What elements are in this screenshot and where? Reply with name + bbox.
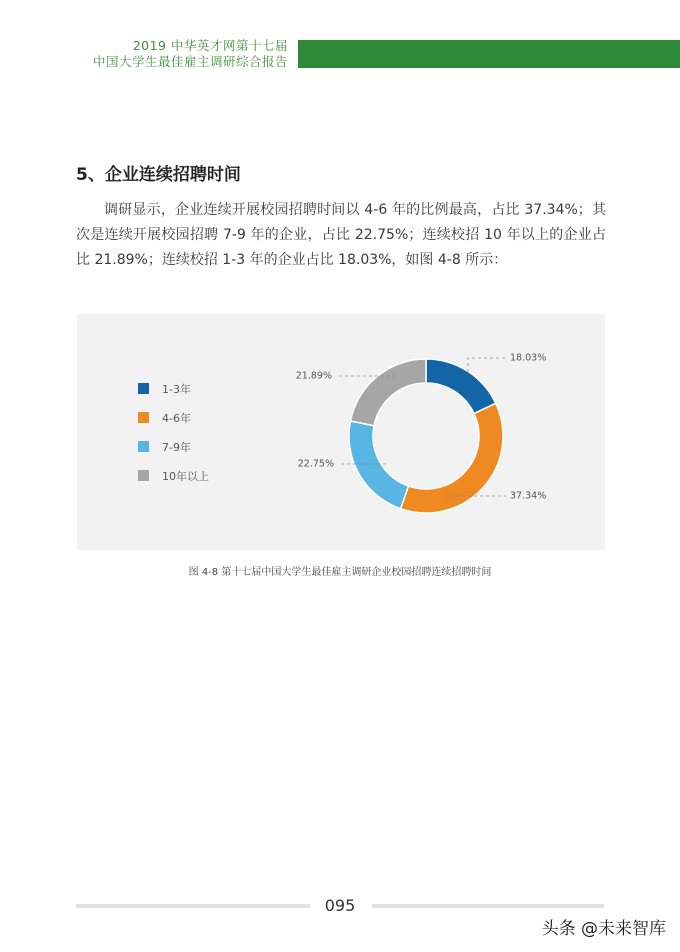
leader-line [468, 358, 506, 372]
legend-label: 7-9年 [162, 440, 191, 454]
watermark: 头条 @未来智库 [541, 919, 666, 939]
legend-label: 10年以上 [162, 469, 209, 483]
legend-label: 1-3年 [162, 382, 191, 396]
data-label: 18.03% [510, 352, 547, 364]
legend-label: 4-6年 [162, 411, 191, 425]
donut-slice [401, 403, 503, 513]
header-line-2: 中国大学生最佳雇主调研综合报告 [92, 54, 288, 69]
data-label: 22.75% [297, 458, 334, 470]
data-label: 37.34% [510, 490, 547, 502]
donut-slice [350, 359, 426, 426]
page-number: 095 [324, 896, 356, 915]
body-paragraph: 调研显示，企业连续开展校园招聘时间以 4-6 年的比例最高，占比 37.34%；其次是连续开展校园招聘 7-9 年的企业，占比 22.75%；连续校招 10 年以上的企业占比 21.89%；连续校招 1-3 年的企业占比 18.03%，如图 4-8 所示： [76, 202, 606, 268]
donut-slice [349, 421, 408, 509]
figure-caption: 图 4-8 第十七届中国大学生最佳雇主调研企业校园招聘连续招聘时间 [188, 567, 492, 578]
header-line-1: 2019 中华英才网第十七届 [132, 38, 288, 53]
footer-rule-left [76, 904, 310, 908]
data-label: 21.89% [295, 370, 332, 382]
chart-panel [77, 314, 605, 550]
section-title: 5、企业连续招聘时间 [76, 165, 241, 185]
footer-rule-right [372, 904, 604, 908]
report-header [93, 38, 288, 70]
header-bar [298, 40, 680, 68]
donut-chart [77, 314, 605, 550]
donut-slice [426, 359, 496, 414]
